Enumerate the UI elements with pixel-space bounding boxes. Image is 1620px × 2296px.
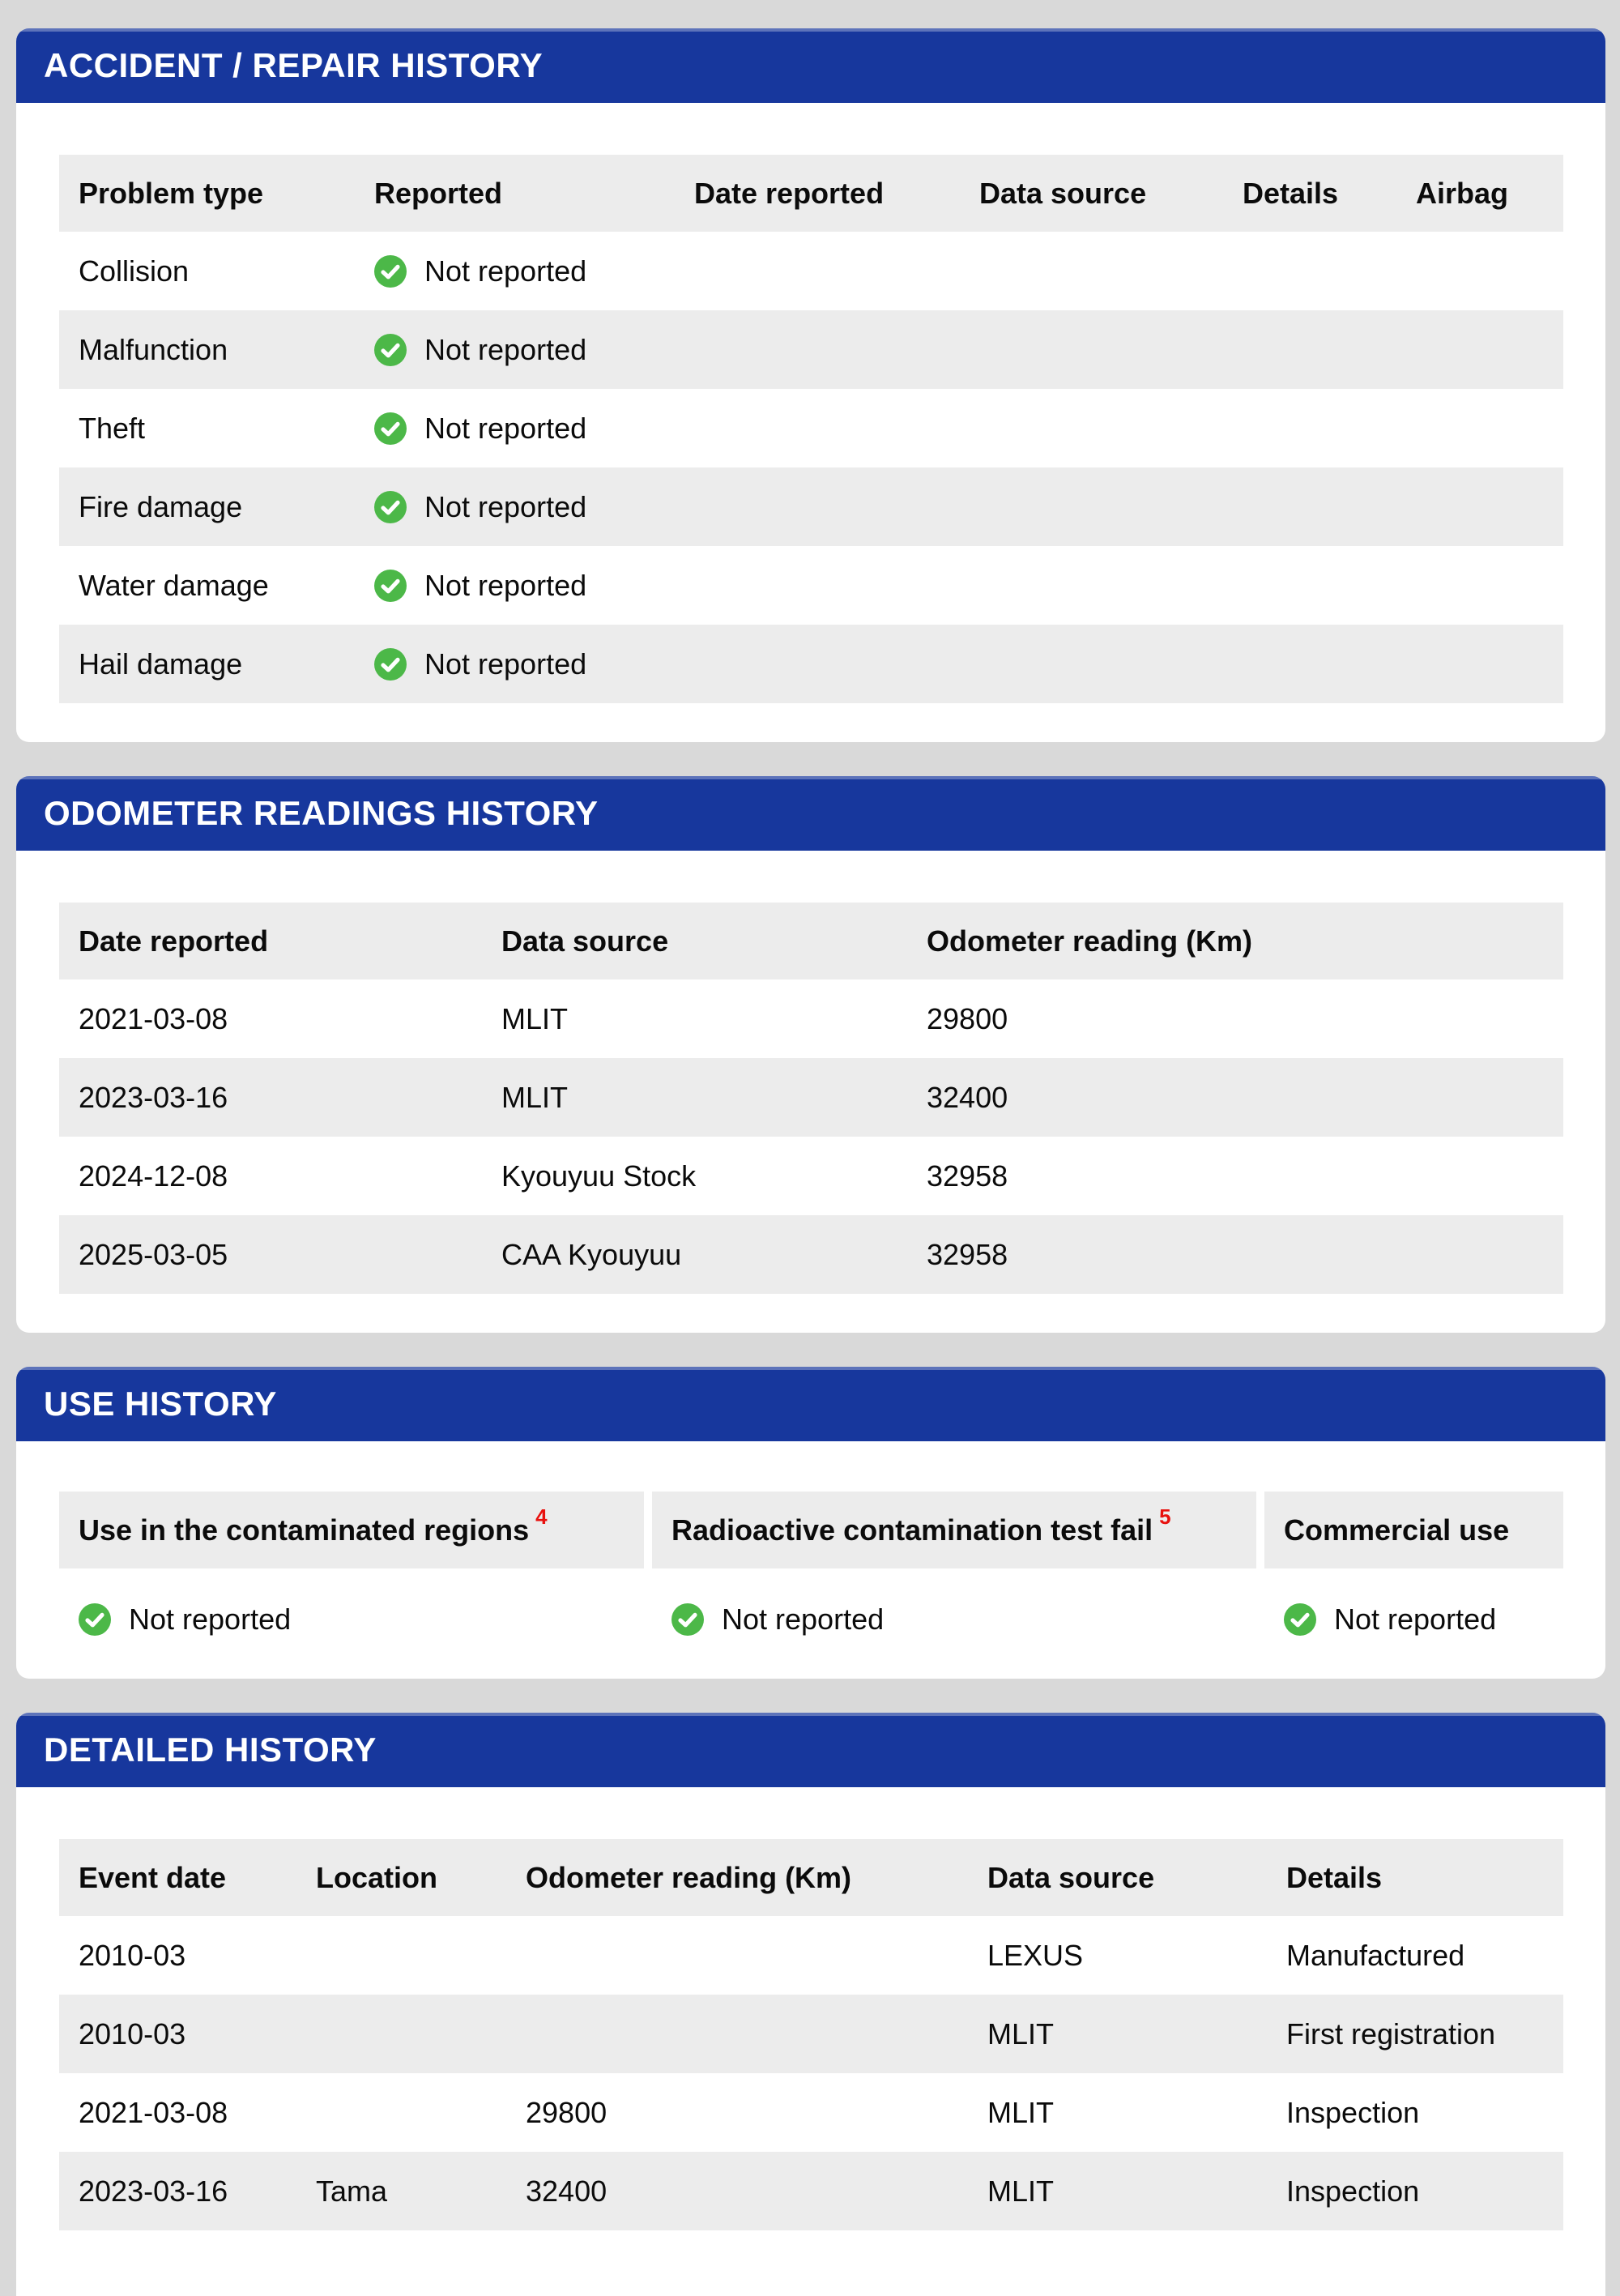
table-row — [59, 310, 1563, 389]
status-value — [59, 1603, 644, 1637]
table-row — [59, 232, 1563, 310]
cell-problem-type: Water damage — [79, 568, 269, 602]
check-circle-icon — [374, 412, 407, 445]
detailed-table-header-row — [59, 1839, 1563, 1916]
cell-odometer-reading: 32400 — [526, 2174, 608, 2208]
cell-odometer-reading: 32400 — [927, 1080, 1008, 1114]
cell-reported-status — [355, 254, 675, 288]
detailed-section-header — [16, 1713, 1605, 1787]
cell-data-source: MLIT — [987, 2016, 1055, 2051]
column-header-problem-type: Problem type — [79, 176, 264, 210]
column-header-details: Details — [1243, 176, 1339, 210]
accident-section-body — [16, 103, 1605, 742]
column-header-odometer-reading: Odometer reading (Km) — [927, 924, 1253, 958]
cell-problem-type: Hail damage — [79, 647, 243, 681]
cell-odometer-reading: 32958 — [927, 1159, 1008, 1193]
status-value — [374, 490, 675, 524]
status-text: Not reported — [1334, 1603, 1497, 1636]
status-text: Not reported — [129, 1603, 292, 1636]
cell-data-source: LEXUS — [987, 1938, 1084, 1972]
status-value — [652, 1603, 1256, 1637]
use-history-values-row — [59, 1568, 1563, 1637]
check-circle-icon — [671, 1603, 704, 1636]
cell-event-date: 2010-03 — [79, 1938, 186, 1972]
table-row — [59, 546, 1563, 625]
status-value — [374, 647, 675, 681]
cell-event-date: 2023-03-16 — [79, 2174, 228, 2208]
odometer-table-header-row — [59, 903, 1563, 979]
odometer-section-header — [16, 776, 1605, 851]
cell-details: Manufactured — [1286, 1938, 1465, 1972]
column-header-contaminated-regions — [59, 1492, 644, 1568]
status-value — [374, 412, 675, 446]
column-header-date-reported: Date reported — [79, 924, 269, 958]
section-title-accident: ACCIDENT / REPAIR HISTORY — [44, 46, 544, 84]
cell-odometer-reading: 32958 — [927, 1237, 1008, 1271]
cell-data-source: MLIT — [501, 1001, 569, 1035]
status-value — [1264, 1603, 1496, 1637]
table-row — [59, 1916, 1563, 1995]
column-header-label: Radioactive contamination test fail — [671, 1513, 1153, 1547]
cell-odometer-reading: 29800 — [526, 2095, 608, 2129]
table-row — [59, 1058, 1563, 1137]
table-row — [59, 1995, 1563, 2073]
check-circle-icon — [79, 1603, 111, 1636]
cell-date-reported: 2023-03-16 — [79, 1080, 228, 1114]
table-row — [59, 625, 1563, 703]
detailed-table — [59, 1839, 1563, 2230]
cell-data-source: CAA Kyouyuu — [501, 1237, 682, 1271]
check-circle-icon — [374, 491, 407, 523]
use-history-header-row — [59, 1492, 1563, 1568]
status-value — [374, 333, 675, 367]
status-text: Not reported — [424, 332, 587, 366]
column-header-radioactive-test-fail — [652, 1492, 1256, 1568]
section-title-detailed: DETAILED HISTORY — [44, 1731, 377, 1769]
detailed-section-body — [16, 1787, 1605, 2296]
check-circle-icon — [374, 570, 407, 602]
section-accident-repair-history — [16, 28, 1605, 742]
section-title-odometer: ODOMETER READINGS HISTORY — [44, 794, 599, 832]
column-header-data-source: Data source — [501, 924, 669, 958]
column-header-data-source: Data source — [987, 1860, 1155, 1894]
column-header-details: Details — [1286, 1860, 1383, 1894]
footnote-marker: 5 — [1159, 1504, 1171, 1529]
accident-table — [59, 155, 1563, 703]
use-history-section-header — [16, 1367, 1605, 1441]
odometer-table — [59, 903, 1563, 1294]
status-value — [374, 569, 675, 603]
table-row — [59, 1215, 1563, 1294]
column-header-odometer-reading: Odometer reading (Km) — [526, 1860, 852, 1894]
cell-event-date: 2021-03-08 — [79, 2095, 228, 2129]
table-row — [59, 2152, 1563, 2230]
cell-reported-status — [355, 333, 675, 367]
check-circle-icon — [374, 648, 407, 681]
section-title-use-history: USE HISTORY — [44, 1385, 277, 1423]
cell-reported-status — [355, 647, 675, 681]
column-header-location: Location — [316, 1860, 437, 1894]
table-row — [59, 467, 1563, 546]
status-value — [374, 254, 675, 288]
cell-reported-status — [355, 569, 675, 603]
use-history-section-body — [16, 1441, 1605, 1679]
cell-problem-type: Fire damage — [79, 489, 243, 523]
cell-data-source: Kyouyuu Stock — [501, 1159, 697, 1193]
status-text: Not reported — [424, 568, 587, 602]
cell-location: Tama — [316, 2174, 388, 2208]
table-row — [59, 389, 1563, 467]
footnote-marker: 4 — [535, 1504, 548, 1529]
check-circle-icon — [374, 334, 407, 366]
cell-reported-status — [355, 490, 675, 524]
table-row — [59, 1137, 1563, 1215]
cell-details: Inspection — [1286, 2174, 1420, 2208]
accident-table-header-row — [59, 155, 1563, 232]
column-header-commercial-use — [1264, 1492, 1563, 1568]
column-header-data-source: Data source — [979, 176, 1147, 210]
column-header-airbag: Airbag — [1416, 176, 1509, 210]
cell-odometer-reading: 29800 — [927, 1001, 1008, 1035]
column-header-event-date: Event date — [79, 1860, 227, 1894]
section-odometer-readings-history — [16, 776, 1605, 1333]
cell-data-source: MLIT — [501, 1080, 569, 1114]
odometer-section-body — [16, 851, 1605, 1333]
table-row — [59, 979, 1563, 1058]
column-header-label: Use in the contaminated regions — [79, 1513, 530, 1547]
cell-data-source: MLIT — [987, 2174, 1055, 2208]
cell-data-source: MLIT — [987, 2095, 1055, 2129]
check-circle-icon — [1284, 1603, 1316, 1636]
check-circle-icon — [374, 255, 407, 288]
status-text: Not reported — [722, 1603, 885, 1636]
status-text: Not reported — [424, 647, 587, 681]
cell-reported-status — [355, 412, 675, 446]
cell-date-reported: 2025-03-05 — [79, 1237, 228, 1271]
cell-problem-type: Collision — [79, 254, 190, 288]
column-header-label: Commercial use — [1284, 1513, 1510, 1547]
accident-section-header — [16, 28, 1605, 103]
cell-problem-type: Theft — [79, 411, 146, 445]
column-header-reported: Reported — [374, 176, 503, 210]
cell-problem-type: Malfunction — [79, 332, 228, 366]
column-header-date-reported: Date reported — [694, 176, 885, 210]
status-text: Not reported — [424, 489, 587, 523]
cell-date-reported: 2024-12-08 — [79, 1159, 228, 1193]
cell-date-reported: 2021-03-08 — [79, 1001, 228, 1035]
cell-details: Inspection — [1286, 2095, 1420, 2129]
status-text: Not reported — [424, 411, 587, 445]
table-row — [59, 2073, 1563, 2152]
cell-event-date: 2010-03 — [79, 2016, 186, 2051]
status-text: Not reported — [424, 254, 587, 288]
cell-details: First registration — [1286, 2016, 1496, 2051]
section-detailed-history — [16, 1713, 1605, 2296]
section-use-history — [16, 1367, 1605, 1679]
